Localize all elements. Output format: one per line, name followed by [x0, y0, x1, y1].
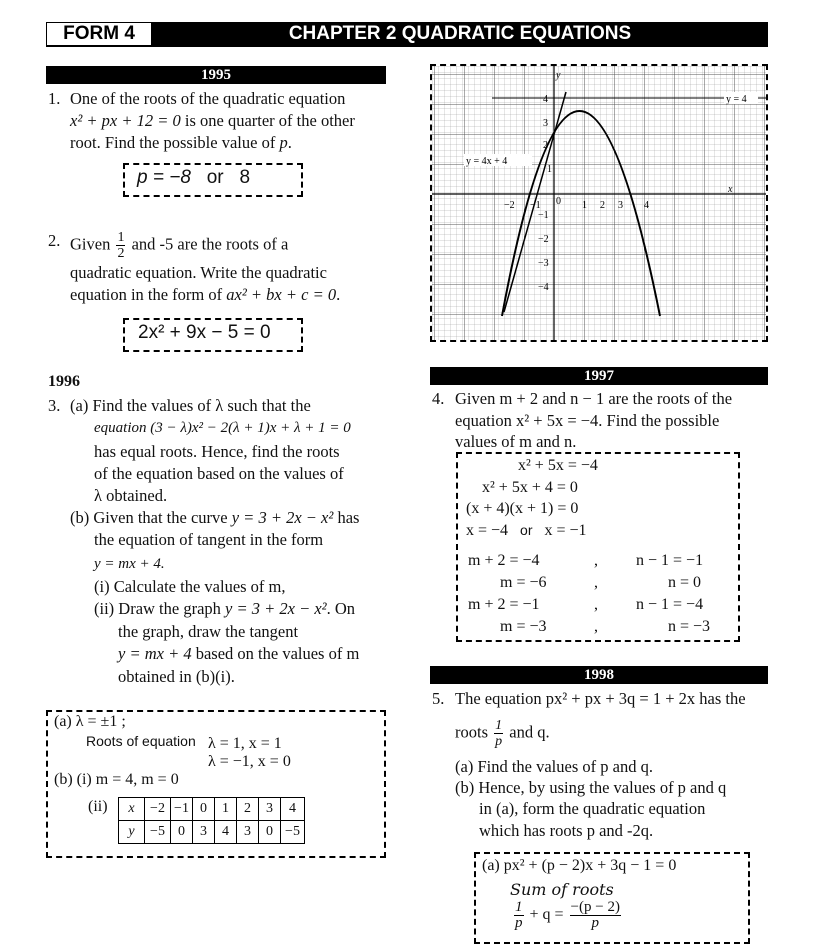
table-cell: 3: [237, 821, 259, 844]
y-axis-label: y: [556, 70, 561, 81]
q3-a-line4: of the equation based on the values of: [94, 464, 344, 483]
q1-answer: p = −8 or 8: [137, 167, 251, 188]
handwritten-note: Sum of roots: [510, 880, 614, 899]
q3-number: 3.: [48, 396, 61, 415]
q4-n2b: n = −3: [668, 618, 711, 635]
q5-b3: which has roots p and -2q.: [479, 821, 654, 840]
y-tick: −2: [538, 234, 549, 245]
y-tick: −1: [538, 210, 549, 221]
year-1997-bar: 1997: [430, 367, 768, 385]
y-tick: 3: [543, 118, 548, 129]
q1-line3: root. Find the possible value of p.: [70, 133, 292, 152]
q5-line2: roots $\frac{1}{p}$ and q.: [455, 718, 550, 749]
grid-coarse: [432, 66, 766, 340]
q3-b-line2: the equation of tangent in the form: [94, 530, 324, 549]
q3-b-line1: (b) Given that the curve y = 3 + 2x − x² has: [70, 508, 360, 527]
year-1998-bar: 1998: [430, 666, 768, 684]
q4-m1b: m = −6: [500, 574, 547, 591]
q4-n1: n − 1 = −1: [636, 552, 704, 569]
q1-line1: One of the roots of the quadratic equation: [70, 89, 346, 108]
q2-line1: Given $\frac{1}{2}$ and -5 are the roots of a: [70, 230, 289, 261]
q4-m2b: m = −3: [500, 618, 547, 635]
q5-b2: in (a), form the quadratic equation: [479, 799, 706, 818]
q4-n2: n − 1 = −4: [636, 596, 704, 613]
table-cell: 0: [171, 821, 193, 844]
x-tick: 2: [600, 200, 605, 211]
x-tick: 0: [556, 196, 561, 207]
q3-a-line1: (a) Find the values of λ such that the: [70, 396, 311, 415]
q2-answer: 2x² + 9x − 5 = 0: [138, 322, 271, 343]
q2-fraction: $\frac{1}{2}$: [117, 230, 125, 261]
table-cell: 2: [237, 798, 259, 821]
q4-m2: m + 2 = −1: [468, 596, 540, 613]
q5-line1: The equation px² + px + 3q = 1 + 2x has the: [455, 689, 746, 708]
table-row-x: [119, 798, 305, 821]
x-axis-label: x: [728, 184, 733, 195]
q3-answer-a: (a) λ = ±1 ;: [54, 713, 126, 730]
table-cell: 4: [215, 821, 237, 844]
q3-answer-bi: (b) (i) m = 4, m = 0: [54, 771, 179, 788]
q1-number: 1.: [48, 89, 61, 108]
y-tick: −3: [538, 258, 549, 269]
q4-step2: x² + 5x + 4 = 0: [482, 479, 578, 496]
q2-line2: quadratic equation. Write the quadratic: [70, 263, 327, 282]
q5-answer-rhs: $\frac{-(p - 2)}{p}$: [570, 899, 620, 931]
q4-m1: m + 2 = −4: [468, 552, 540, 569]
q3-a-line5: λ obtained.: [94, 486, 168, 505]
y-tick: 2: [543, 140, 548, 151]
q3-b-ii-line2: the graph, draw the tangent: [118, 622, 299, 641]
table-row-y: [119, 821, 305, 844]
x-tick: −1: [530, 200, 541, 211]
table-header-x: x: [119, 798, 145, 821]
q3-roots-1: λ = 1, x = 1: [208, 735, 282, 752]
q3-roots-label: Roots of equation: [86, 733, 196, 749]
q4-comma: ,: [594, 552, 598, 569]
q5-b1: (b) Hence, by using the values of p and q: [455, 778, 727, 797]
table-cell: 1: [215, 798, 237, 821]
q4-number: 4.: [432, 389, 445, 408]
q3-b-i: (i) Calculate the values of m,: [94, 577, 286, 596]
x-tick: 4: [644, 200, 649, 211]
tangent-label: y = 4x + 4: [466, 156, 508, 167]
q2-line3: equation in the form of ax² + bx + c = 0.: [70, 285, 341, 304]
year-1996-label: 1996: [48, 373, 80, 390]
table-header-y: y: [119, 821, 145, 844]
graph-box: [430, 64, 768, 342]
y-4-label: y = 4: [726, 94, 747, 105]
q5-answer-line2: $\frac{1}{p}$ + q = $\frac{-(p - 2)}{p}$: [515, 899, 620, 931]
y-tick: 4: [543, 94, 548, 105]
page-header: [46, 22, 768, 47]
table-cell: 3: [259, 798, 281, 821]
q3-b-line3: y = mx + 4.: [94, 556, 165, 572]
q4-comma: ,: [594, 574, 598, 591]
q4-step4: x = −4 or x = −1: [466, 522, 587, 539]
q4-n1b: n = 0: [668, 574, 702, 591]
q5-a: (a) Find the values of p and q.: [455, 757, 653, 776]
table-cell: 0: [193, 798, 215, 821]
q5-answer-fraction: $\frac{1}{p}$: [515, 899, 523, 931]
y-tick: 1: [547, 164, 552, 175]
q3-b-ii-line3: y = mx + 4 based on the values of m: [118, 644, 360, 663]
q3-b-ii-line4: obtained in (b)(i).: [118, 667, 235, 686]
table-cell: −5: [145, 821, 171, 844]
q3-b-ii-line1: (ii) Draw the graph y = 3 + 2x − x². On: [94, 599, 356, 618]
table-cell: −1: [171, 798, 193, 821]
q1-line2: x² + px + 12 = 0 is one quarter of the other: [70, 111, 355, 130]
table-cell: 0: [259, 821, 281, 844]
q4-line3: values of m and n.: [455, 432, 577, 451]
q4-step1: x² + 5x = −4: [518, 457, 598, 474]
q3-values-table: [118, 797, 305, 844]
q4-comma: ,: [594, 618, 598, 635]
table-cell: −5: [281, 821, 305, 844]
quadratic-graph: [432, 66, 766, 340]
q3-roots-2: λ = −1, x = 0: [208, 753, 291, 770]
table-cell: −2: [145, 798, 171, 821]
form-label: FORM 4: [47, 23, 151, 45]
q4-step3: (x + 4)(x + 1) = 0: [466, 500, 579, 517]
q3-answer-bii: (ii): [88, 798, 108, 815]
x-tick: 3: [618, 200, 623, 211]
chapter-title: CHAPTER 2 QUADRATIC EQUATIONS: [288, 23, 632, 44]
y-tick: −4: [538, 282, 549, 293]
q3-a-line3: has equal roots. Hence, find the roots: [94, 442, 340, 461]
x-tick: 1: [582, 200, 587, 211]
q3-a-equation: equation (3 − λ)x² − 2(λ + 1)x + λ + 1 = 0: [94, 420, 351, 436]
q5-answer-a: (a) px² + (p − 2)x + 3q − 1 = 0: [482, 857, 677, 874]
q5-fraction: $\frac{1}{p}$: [495, 718, 503, 749]
table-cell: 3: [193, 821, 215, 844]
table-cell: 4: [281, 798, 305, 821]
q5-number: 5.: [432, 689, 445, 708]
q1-equation: x² + px + 12 = 0: [70, 111, 181, 130]
q4-comma: ,: [594, 596, 598, 613]
year-1995-bar: 1995: [46, 66, 386, 84]
q4-line2: equation x² + 5x = −4. Find the possible: [455, 411, 720, 430]
q4-line1: Given m + 2 and n − 1 are the roots of the: [455, 389, 733, 408]
x-tick: −2: [504, 200, 515, 211]
q2-number: 2.: [48, 231, 61, 250]
